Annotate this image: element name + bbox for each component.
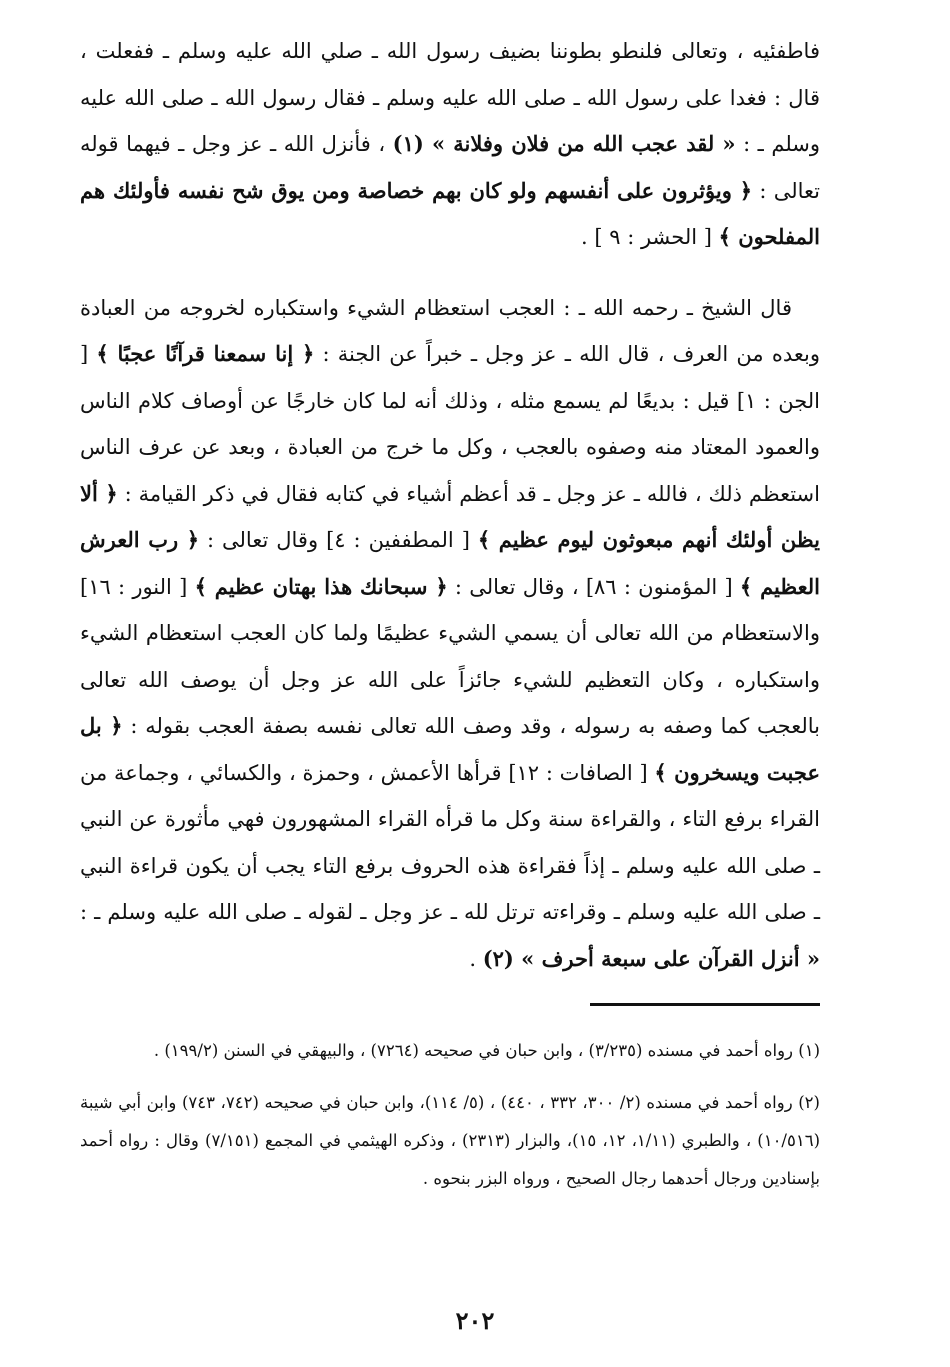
quotation-text: ﴿ رب العرش العظيم ﴾ [80, 527, 820, 599]
quotation-text: ﴿ ويؤثرون على أنفسهم ولو كان بهم خصاصة ومن يوق شح نفسه فأولئك هم المفلحون ﴾ [80, 177, 820, 249]
quotation-text: ﴿ ألا يظن أولئك أنهم مبعوثون ليوم عظيم ﴾ [80, 480, 820, 552]
footnote-separator [590, 1003, 820, 1006]
footnotes [80, 1032, 820, 1212]
book-page [80, 28, 820, 982]
body-text: [ النور : ١٦] والاستعظام من الله تعالى أن يسمي الشيء عظيمًا ولما كان العجب استعظام الشيء واستكباره ، وكان التعظيم للشيء جائزاً على الله عز وجل أن يوصف الله تعالى بالعجب كما وصفه به رسوله ، وقد وصف الله تعالى نفسه بصفة العجب بقوله : [80, 574, 820, 738]
footnote-1: (١) رواه أحمد في مسنده (٣/٢٣٥) ، وابن حبان في صحيحه (٧٢٦٤) ، والبيهقي في السنن (١٩٩/٢) . [153, 1041, 820, 1060]
main-text [80, 28, 820, 982]
quotation-text: ﴿ بل عجبت ويسخرون ﴾ [80, 713, 820, 785]
paragraph-2 [80, 285, 820, 983]
body-text: فاطفئيه ، وتعالى فلنطو بطوننا بضيف رسول الله ـ صلي الله عليه وسلم ـ ففعلت ، قال : فغدا على رسول الله ـ صلى الله عليه وسلم ـ فقال رسول الله ـ صلى الله عليه وسلم ـ : [80, 39, 821, 156]
body-text: ، فأنزل الله ـ عز وجل ـ فيهما قوله تعالى : [80, 132, 820, 203]
body-text: [ المؤمنون : ٨٦] ، وقال تعالى : [447, 574, 740, 599]
quotation-text: ﴿ سبحانك هذا بهتان عظيم ﴾ [194, 573, 448, 599]
quotation-text: « أنزل القرآن على سبعة أحرف » (٢) [482, 945, 820, 971]
quotation-text: « لقد عجب الله من فلان وفلانة » (١) [392, 131, 736, 156]
body-text: [ المطففين : ٤] وقال تعالى : [199, 528, 478, 552]
footnote-2: (٢) رواه أحمد في مسنده (٢/ ٣٠٠، ٣٣٢ ، ٤٤٠) ، (٥/ ١١٤)، وابن حبان في صحيحه (٧٤٢، ٧٤٣) وابن أبي شيبة (١٠/٥١٦) ، والطبري (١/١١، ١٢، ١٥)، والبزار (٢٣١٣) ، وذكره الهيثمي في المجمع (٧/١٥١) وقال : رواه أحمد بإسنادين ورجال أحدهما رجال الصحيح ، ورواه البزر بنحوه . [80, 1093, 821, 1188]
quotation-text: ﴿ إنا سمعنا قرآنًا عجبًا ﴾ [96, 341, 315, 366]
body-text: . [469, 946, 483, 971]
body-text: قال الشيخ ـ رحمه الله ـ : العجب استعظام الشيء واستكباره لخروجه من العبادة وبعده من العرف ، قال الله ـ عز وجل ـ خبراً عن الجنة : [80, 295, 820, 366]
body-text: [ الجن : ١] قيل : بديعًا لم يسمع مثله ، وذلك أنه لما كان خارجًا عن أوصاف كلام الناس والعمود المعتاد منه وصفوه بالعجب ، وكل ما خرج من العبادة ، وبعد عن عرف الناس استعظم ذلك ، فالله ـ عز وجل ـ قد أعظم أشياء في كتابه فقال في ذكر القيامة : [80, 342, 821, 506]
body-text: [ الحشر : ٩ ] . [581, 225, 719, 249]
body-text: [ الصافات : ١٢] قرأها الأعمش ، وحمزة ، والكسائي ، وجماعة من القراء برفع التاء ، والقراءة سنة وكل ما قرأه القراء المشهورون فهي مأثورة عن النبي ـ صلى الله عليه وسلم ـ إذاً فقراءة هذه الحروف برفع التاء يجب أن يكون قراءة النبي ـ صلى الله عليه وسلم ـ وقراءته ترتل لله ـ عز وجل ـ لقوله ـ صلى الله عليه وسلم ـ : [80, 760, 820, 924]
page-number: ٢٠٢ [455, 1306, 495, 1335]
paragraph-1 [80, 28, 820, 261]
